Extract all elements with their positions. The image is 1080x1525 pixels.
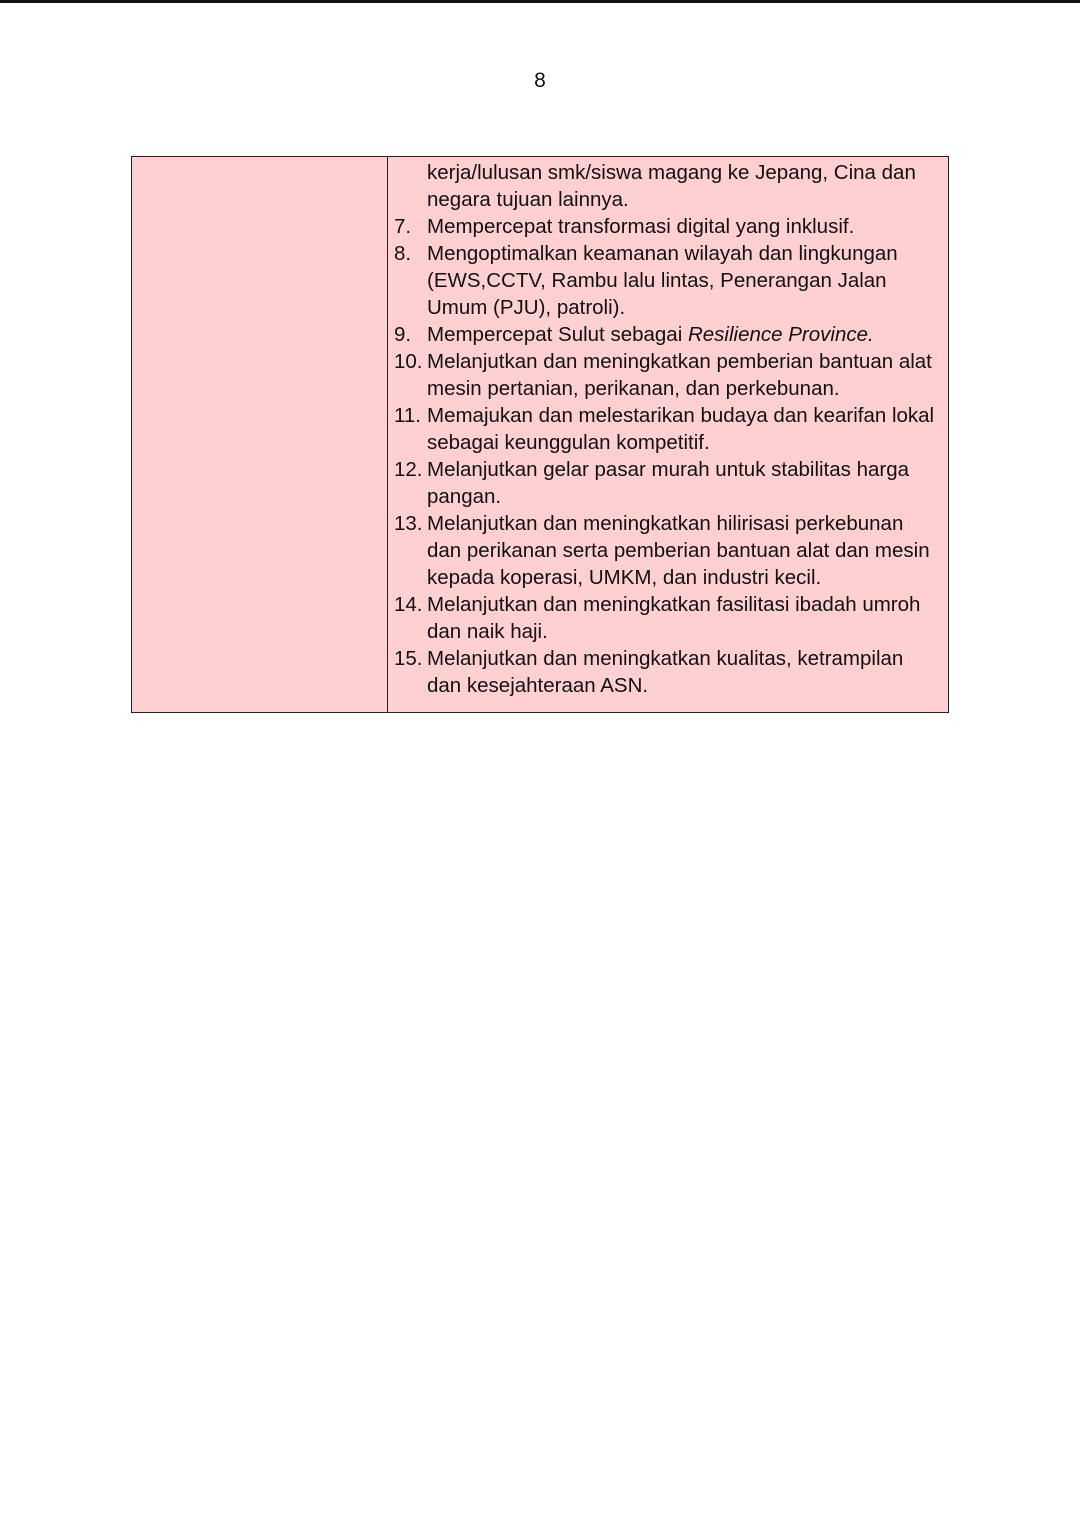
list-item — [394, 402, 938, 456]
list-item — [394, 645, 938, 699]
top-border-line — [0, 0, 1080, 3]
list-item-number: 9. — [394, 323, 412, 346]
list-item-text-wrapper — [427, 321, 938, 348]
table-left-cell — [132, 157, 388, 712]
list-item-number: 11. — [394, 404, 421, 427]
list-item — [394, 348, 938, 402]
list-item-text: Melanjutkan dan meningkatkan hilirisasi perkebunan dan perikanan serta pemberian bantuan alat dan mesin kepada koperasi, UMKM, dan industri kecil. — [427, 512, 930, 589]
list-item-text: Mempercepat transformasi digital yang inklusif. — [427, 215, 855, 238]
list-item-text: Mengoptimalkan keamanan wilayah dan lingkungan (EWS,CCTV, Rambu lalu lintas, Penerangan Jalan Umum (PJU), patroli). — [427, 242, 898, 319]
list-item-number: 14. — [394, 593, 423, 616]
list-item-number: 10. — [394, 350, 423, 373]
list-item — [394, 321, 938, 348]
content-table — [131, 156, 949, 713]
list-item-text: Melanjutkan dan meningkatkan fasilitasi ibadah umroh dan naik haji. — [427, 593, 921, 643]
list-item-text: Melanjutkan dan meningkatkan kualitas, ketrampilan dan kesejahteraan ASN. — [427, 647, 904, 697]
list-item — [394, 591, 938, 645]
page-number: 8 — [534, 69, 546, 92]
list-item — [394, 510, 938, 591]
list-item-italic-text: Resilience Province. — [687, 323, 874, 346]
list-item-number: 8. — [394, 242, 412, 265]
list-item-number: 7. — [394, 215, 412, 238]
list-item-number: 15. — [394, 647, 423, 670]
list-item — [394, 456, 938, 510]
list-item-number: 13. — [394, 512, 423, 535]
list-item-number: 12. — [394, 458, 423, 481]
list-item-text: Memajukan dan melestarikan budaya dan kearifan lokal sebagai keunggulan kompetitif. — [427, 404, 935, 454]
list-item-text: Mempercepat Sulut sebagai — [427, 323, 688, 346]
table-right-cell — [388, 157, 948, 712]
list-item — [394, 213, 938, 240]
list-item-text: Melanjutkan gelar pasar murah untuk stabilitas harga pangan. — [427, 458, 910, 508]
list-item-text: Melanjutkan dan meningkatkan pemberian bantuan alat mesin pertanian, perikanan, dan perkebunan. — [427, 350, 932, 400]
list-item — [394, 240, 938, 321]
list-item-continuation: kerja/lulusan smk/siswa magang ke Jepang, Cina dan negara tujuan lainnya. — [427, 161, 916, 211]
